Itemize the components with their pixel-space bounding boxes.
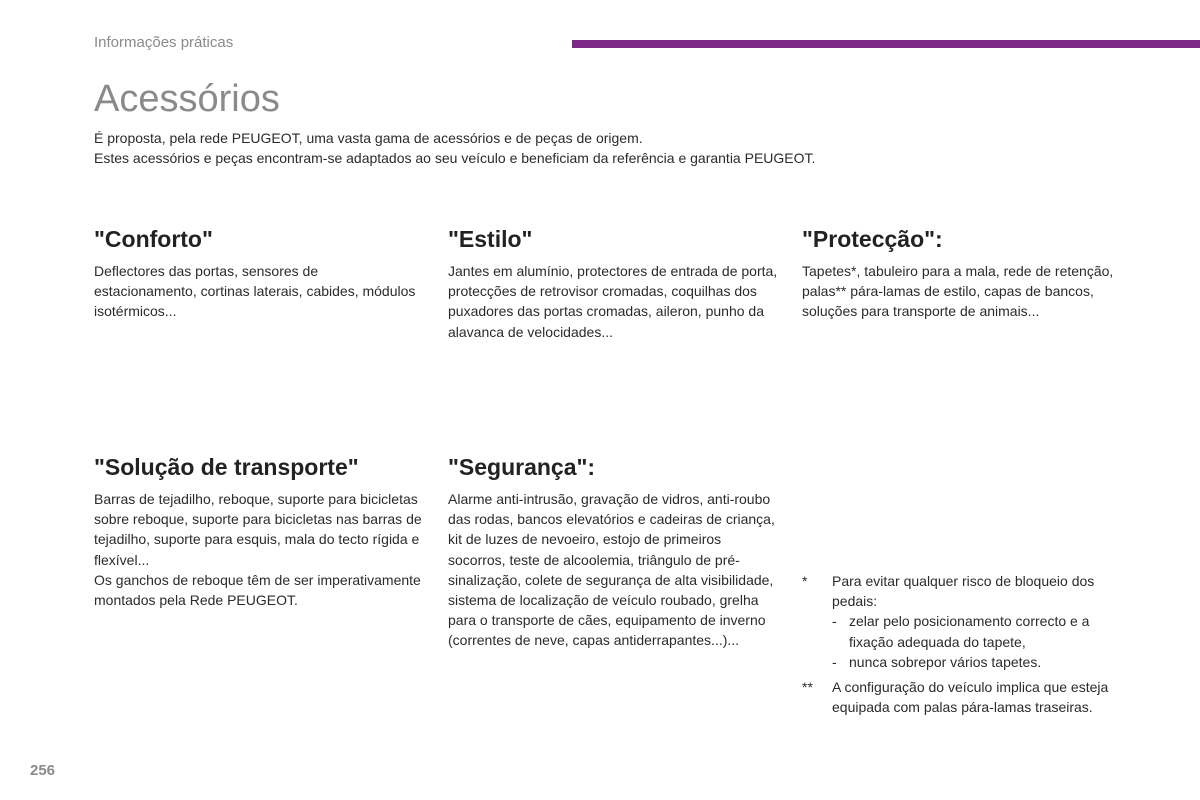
footnote bbox=[802, 677, 1132, 717]
footnote-mark: * bbox=[802, 573, 808, 589]
category-text: Deflectores das portas, sensores de estacionamento, cortinas laterais, cabides, módulos isotérmicos... bbox=[94, 263, 416, 320]
intro bbox=[94, 128, 1094, 168]
category-text: Os ganchos de reboque têm de ser imperativamente montados pela Rede PEUGEOT. bbox=[94, 571, 421, 609]
category-solucao-transporte bbox=[94, 453, 434, 610]
category-conforto bbox=[94, 225, 424, 322]
category-heading: "Conforto" bbox=[94, 226, 213, 252]
category-seguranca bbox=[448, 453, 778, 651]
intro-line: É proposta, pela rede PEUGEOT, uma vasta gama de acessórios e de peças de origem. bbox=[94, 130, 643, 146]
category-proteccao bbox=[802, 225, 1132, 322]
header-accent-bar bbox=[572, 40, 1200, 48]
footnote-text: Para evitar qualquer risco de bloqueio dos pedais: bbox=[832, 573, 1095, 610]
category-text: Barras de tejadilho, reboque, suporte para bicicletas sobre reboque, suporte para bicicletas nas barras de tejadilho, suporte para esquis, mala do tecto rígida e flexível... bbox=[94, 491, 422, 568]
footnote-subitem-text: nunca sobrepor vários tapetes. bbox=[849, 653, 1042, 670]
footnote-dash: - bbox=[832, 653, 837, 670]
footnote-mark: ** bbox=[802, 679, 813, 696]
page-title: Acessórios bbox=[94, 78, 280, 120]
footnote-subitem-text: zelar pelo posicionamento correcto e a fixação adequada do tapete, bbox=[849, 613, 1090, 650]
footnote-subitem bbox=[832, 652, 1132, 672]
category-heading: "Solução de transporte" bbox=[94, 454, 359, 480]
footnote-dash: - bbox=[832, 613, 837, 630]
category-heading: "Estilo" bbox=[448, 226, 533, 252]
intro-line: Estes acessórios e peças encontram-se adaptados ao seu veículo e beneficiam da referência e garantia PEUGEOT. bbox=[94, 150, 816, 166]
category-heading: "Segurança": bbox=[448, 454, 596, 480]
footnote bbox=[802, 571, 1132, 672]
footnote-text: A configuração do veículo implica que esteja equipada com palas pára-lamas traseiras. bbox=[832, 679, 1109, 716]
section-label: Informações práticas bbox=[94, 34, 234, 51]
category-heading: "Protecção": bbox=[802, 226, 943, 252]
category-estilo bbox=[448, 225, 778, 342]
footnote-subitem bbox=[832, 611, 1132, 651]
footnotes bbox=[802, 571, 1132, 722]
page-number: 256 bbox=[30, 762, 56, 779]
category-text: Tapetes*, tabuleiro para a mala, rede de retenção, palas** pára-lamas de estilo, capas de bancos, soluções para transporte de animais... bbox=[802, 263, 1114, 320]
category-text: Alarme anti-intrusão, gravação de vidros, anti-roubo das rodas, bancos elevatórios e cadeiras de criança, kit de luzes de nevoeiro, estojo de primeiros socorros, teste de alcoolemia, triângulo de pré-sinalização, colete de segurança de alta visibilidade, sistema de localização de veículo roubado, grelha para o transporte de cães, equipamento de inverno (correntes de neve, capas antiderrapantes...)... bbox=[448, 491, 775, 649]
category-text: Jantes em alumínio, protectores de entrada de porta, protecções de retrovisor cromadas, coquilhas dos puxadores das portas cromadas, aileron, punho da alavanca de velocidades... bbox=[448, 263, 778, 340]
